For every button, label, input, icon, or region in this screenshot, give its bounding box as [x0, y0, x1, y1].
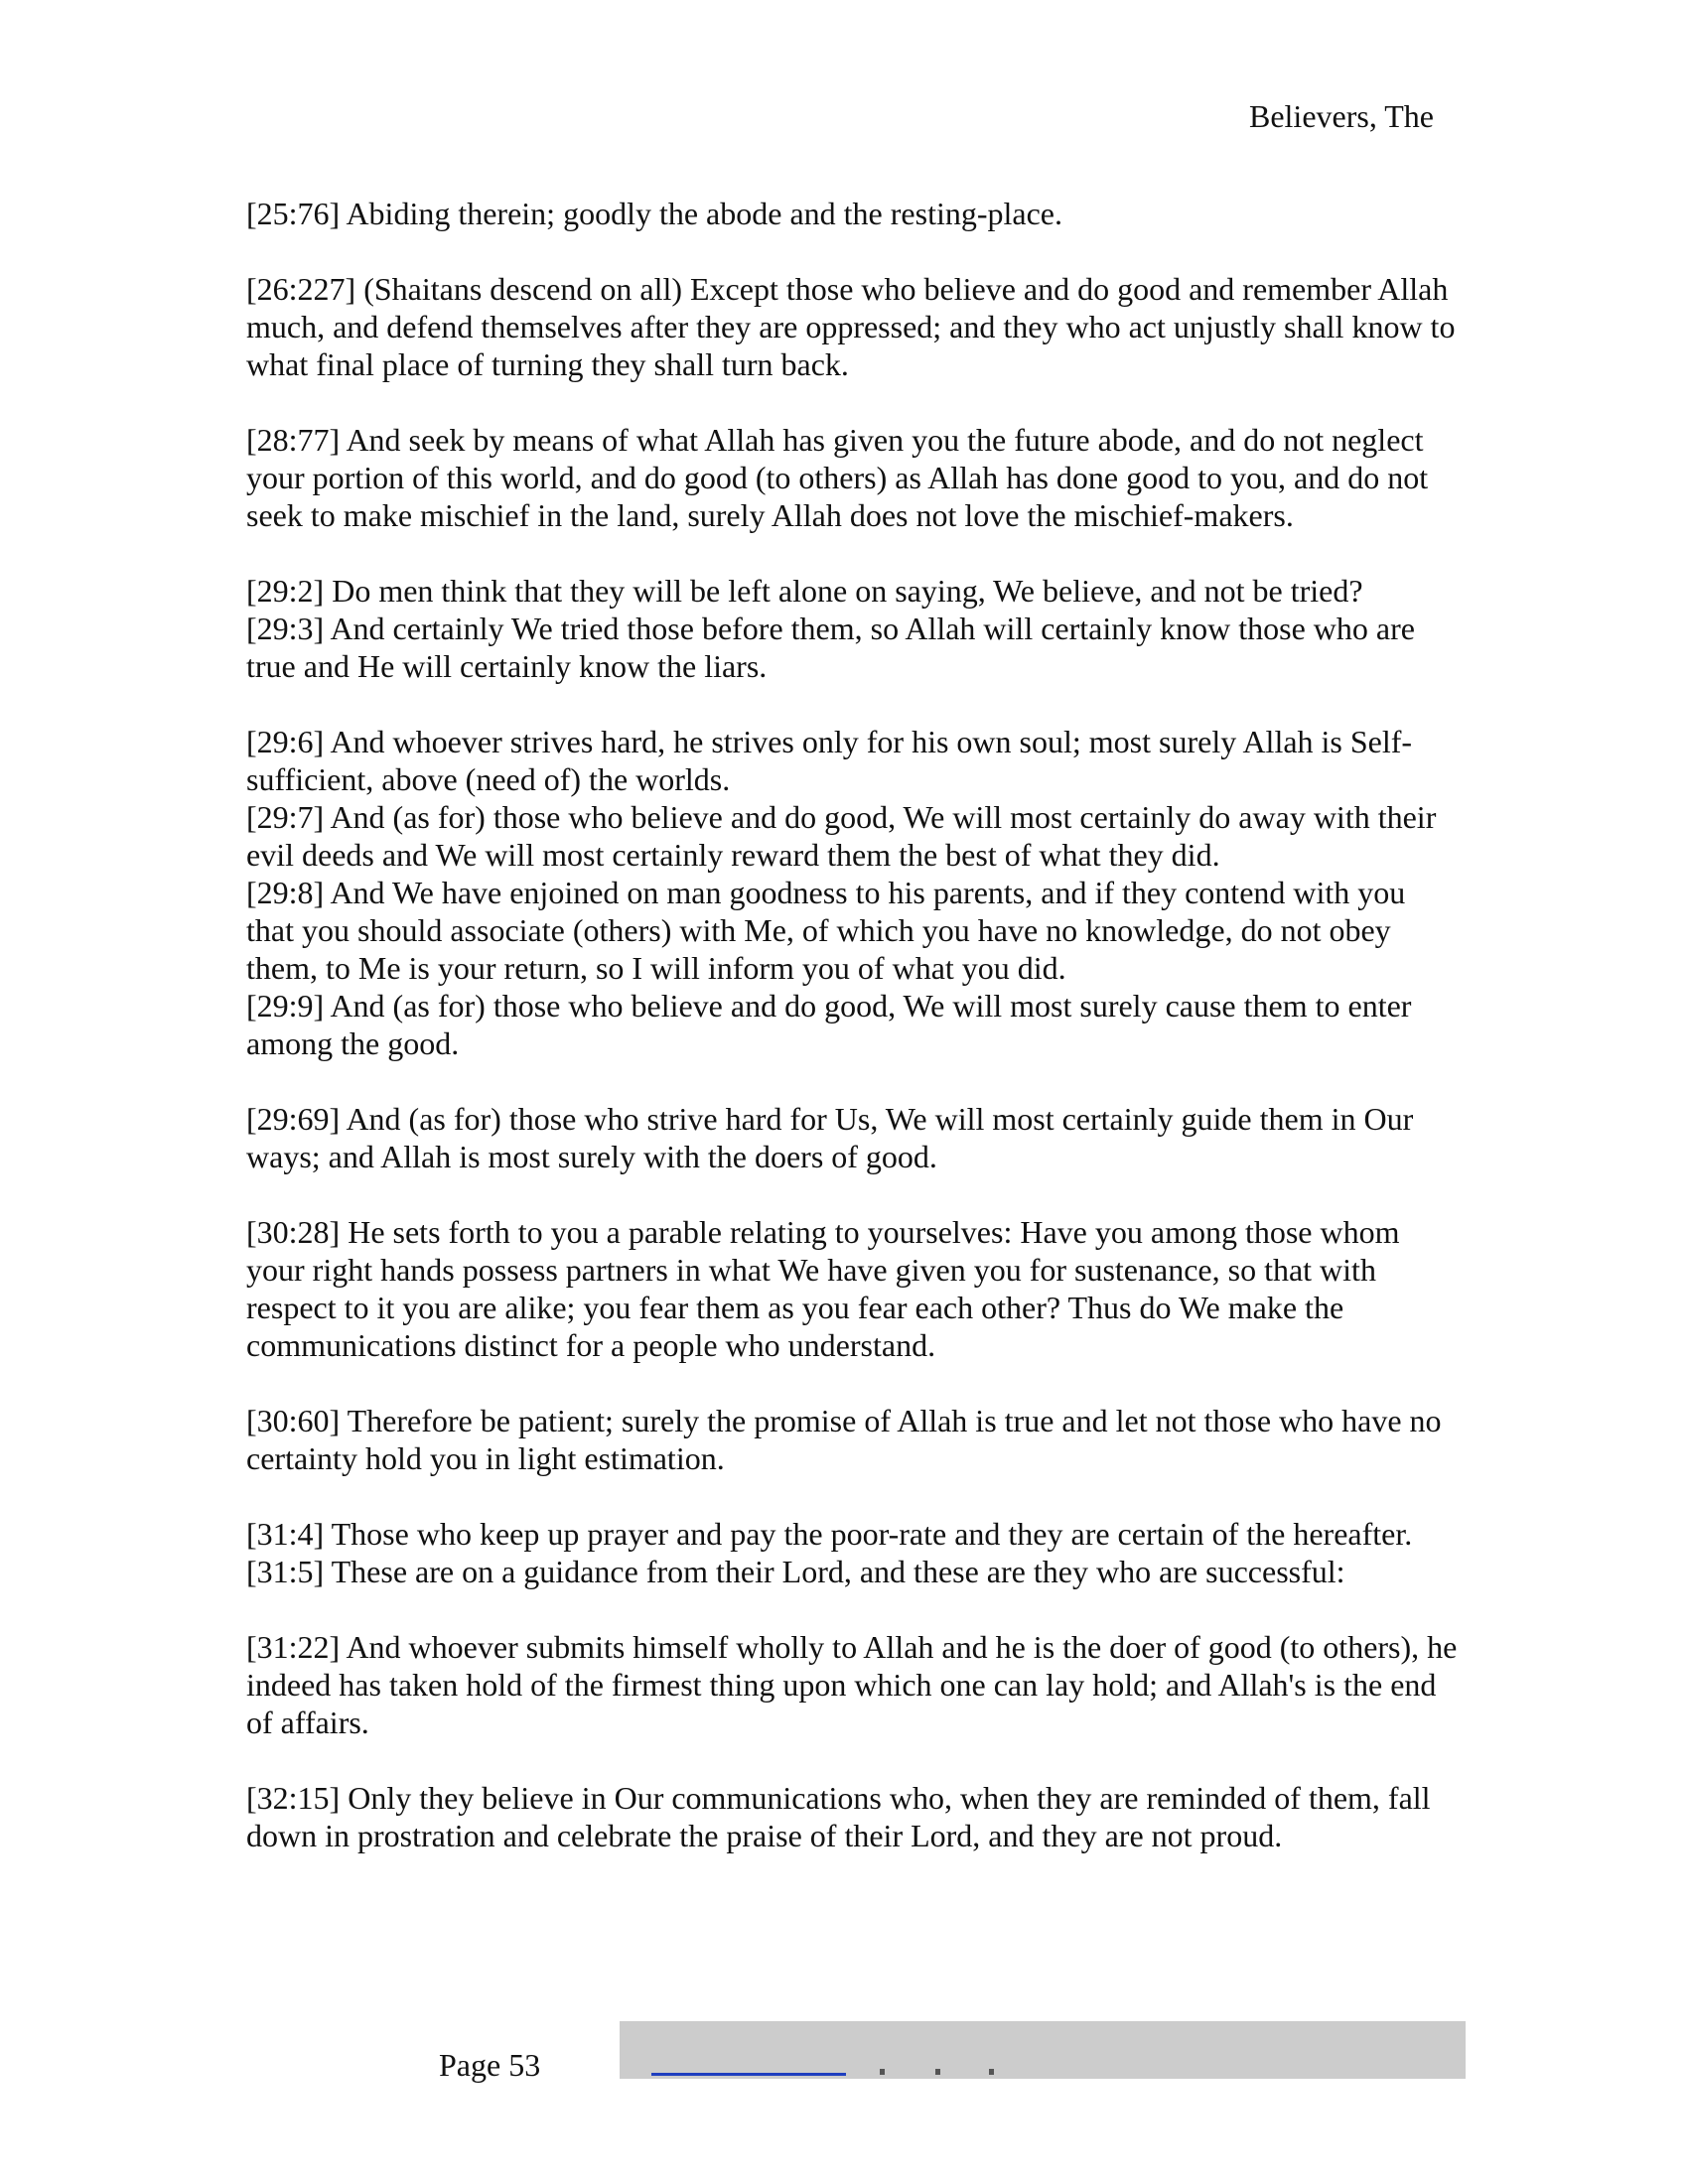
verse-paragraph: [28:77] And seek by means of what Allah has given you the future abode, and do not neglect your portion of this world, and do good (to others) as Allah has done good to you, and do not seek to make mischief in the land, surely Allah does not love the mischief-makers.	[246, 422, 1429, 533]
verse-paragraph: [29:9] And (as for) those who believe and do good, We will most surely cause them to enter among the good.	[246, 988, 1412, 1061]
footer-text-fragment	[935, 2069, 940, 2075]
verse-paragraph: [29:7] And (as for) those who believe and do good, We will most certainly do away with their evil deeds and We will most certainly reward them the best of what they did.	[246, 799, 1437, 873]
verse-paragraph: [31:22] And whoever submits himself wholly to Allah and he is the doer of good (to others), he indeed has taken hold of the firmest thing upon which one can lay hold; and Allah's is the end of affairs.	[246, 1629, 1458, 1740]
verse-paragraph: [29:8] And We have enjoined on man goodness to his parents, and if they contend with you that you should associate (others) with Me, of which you have no knowledge, do not obey them, to Me is your return, so I will inform you of what you did.	[246, 875, 1406, 986]
verse-block	[246, 1779, 1458, 1854]
verse-paragraph: [29:6] And whoever strives hard, he strives only for his own soul; most surely Allah is Self-sufficient, above (need of) the worlds.	[246, 724, 1413, 797]
verse-block	[246, 1213, 1458, 1364]
verse-block	[246, 195, 1458, 232]
verse-paragraph: [30:28] He sets forth to you a parable relating to yourselves: Have you among those whom your right hands possess partners in what We have given you for sustenance, so that with respect to it you are alike; you fear them as you fear each other? Thus do We make the communications distinct for a people who understand.	[246, 1214, 1400, 1363]
verse-block	[246, 1628, 1458, 1741]
running-header: Believers, The	[1248, 98, 1434, 134]
verse-paragraph: [30:60] Therefore be patient; surely the promise of Allah is true and let not those who have no certainty hold you in light estimation.	[246, 1403, 1442, 1476]
footer-text-fragment	[989, 2069, 994, 2075]
verse-block	[246, 1402, 1458, 1477]
verse-paragraph: [32:15] Only they believe in Our communications who, when they are reminded of them, fall down in prostration and celebrate the praise of their Lord, and they are not proud.	[246, 1780, 1431, 1853]
verse-block	[246, 1515, 1458, 1590]
page-number: Page 53	[439, 2047, 541, 2083]
verse-block	[246, 1100, 1458, 1175]
verse-paragraph: [25:76] Abiding therein; goodly the abode and the resting-place.	[246, 196, 1062, 231]
verse-block	[246, 572, 1458, 685]
footer-link-underline[interactable]	[651, 2073, 846, 2076]
verse-block	[246, 723, 1458, 1062]
verse-paragraph: [31:5] These are on a guidance from their Lord, and these are they who are successful:	[246, 1554, 1345, 1589]
verse-paragraph: [29:2] Do men think that they will be left alone on saying, We believe, and not be tried?	[246, 573, 1363, 609]
verse-paragraph: [31:4] Those who keep up prayer and pay the poor-rate and they are certain of the hereafter.	[246, 1516, 1413, 1552]
footer-bar	[620, 2021, 1466, 2079]
verse-block	[246, 421, 1458, 534]
verse-block	[246, 270, 1458, 383]
footer-text-fragment	[880, 2069, 885, 2075]
verse-paragraph: [29:3] And certainly We tried those before them, so Allah will certainly know those who are true and He will certainly know the liars.	[246, 611, 1415, 684]
verse-paragraph: [26:227] (Shaitans descend on all) Except those who believe and do good and remember Allah much, and defend themselves after they are oppressed; and they who act unjustly shall know to what final place of turning they shall turn back.	[246, 271, 1456, 382]
verse-paragraph: [29:69] And (as for) those who strive hard for Us, We will most certainly guide them in Our ways; and Allah is most surely with the doers of good.	[246, 1101, 1414, 1174]
verse-content	[246, 195, 1458, 1892]
